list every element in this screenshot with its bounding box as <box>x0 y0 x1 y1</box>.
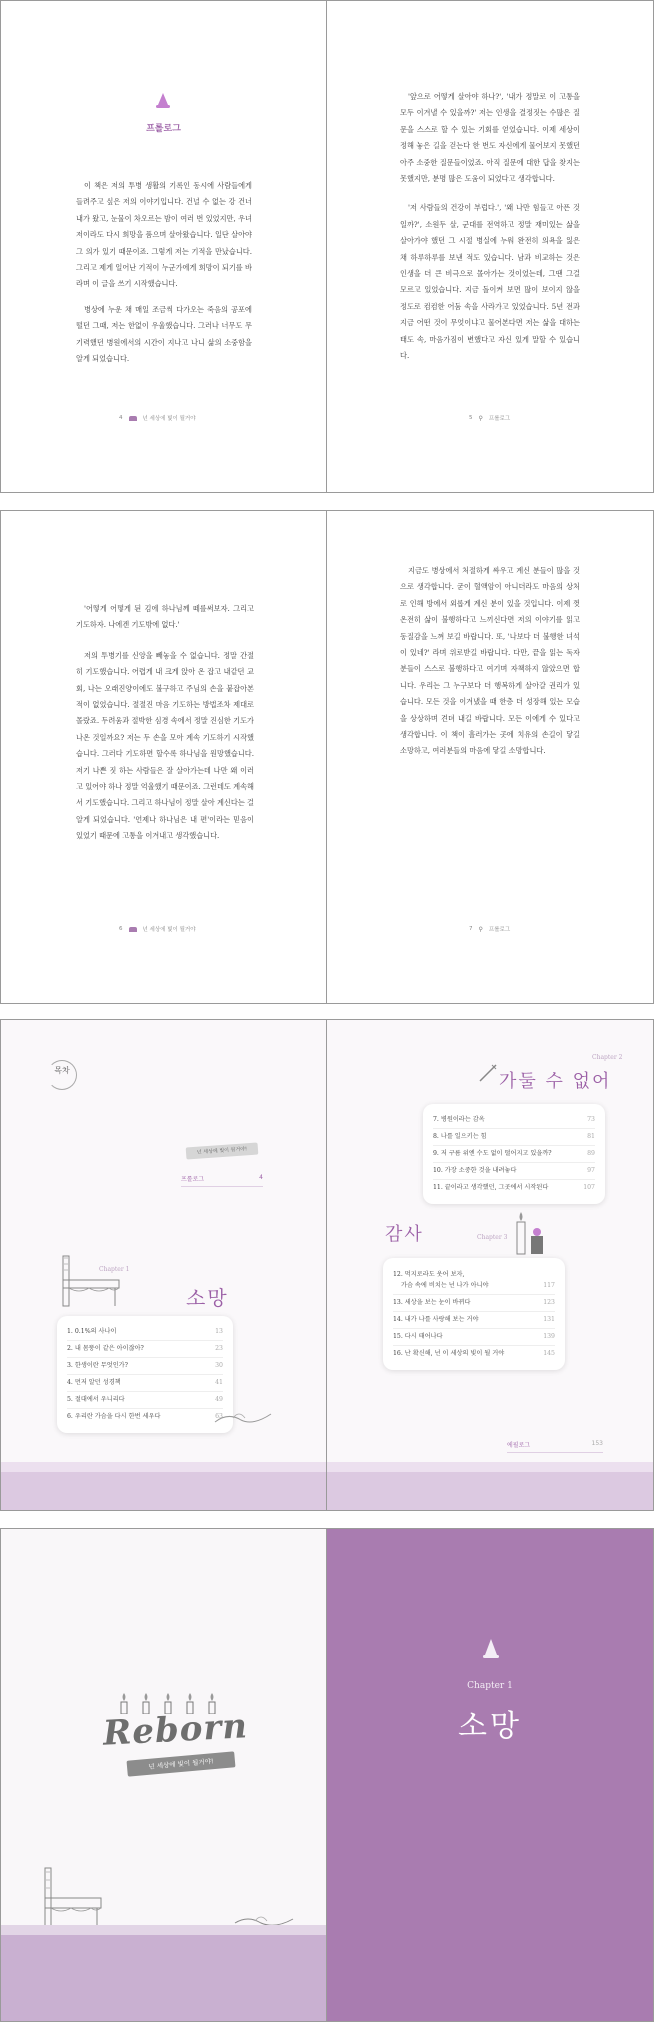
chapter-title: 감사 <box>385 1224 424 1245</box>
page-4 <box>0 0 327 493</box>
spread-chapter-opener <box>0 1528 654 2022</box>
page-chapter-1-opener <box>327 1528 654 2022</box>
chapter-tag: Chapter 1 <box>99 1266 130 1273</box>
toc-item[interactable]: 9. 저 구름 위엔 수도 없이 떨어지고 있을까? 89 <box>433 1146 595 1163</box>
body-text <box>400 563 580 769</box>
running-title: 넌 세상에 빛이 될거야 <box>142 416 196 422</box>
decor-band <box>1 1925 326 1935</box>
chair-sketch-icon <box>59 1252 125 1310</box>
logo-word: Reborn <box>102 1706 249 1754</box>
paragraph: 이 책은 저의 투병 생활의 기록인 동시에 사람들에게 들려주고 싶은 저의 이야기입니다. 건널 수 없는 강 건너 내가 왔고, 눈물이 차오르는 밤이 여러 번 있었지만, 우녀 저이라도 다시 희망을 품으며 살아왔습니다. 일단 살아야 그 의가 있기 때문이죠. 그렇게 저는 기적을 만났습니다. 그리고 제게 일어난 기적이 누군가에게 희망이 되기를 바라며 이 글을 쓰기 시작했습니다. <box>76 181 252 289</box>
party-hat-icon <box>129 927 137 932</box>
ribbon-sketch-icon <box>213 1408 273 1428</box>
folio <box>469 925 510 933</box>
body-text <box>400 89 580 374</box>
toc-item[interactable]: 7. 병원이라는 감옥 73 <box>433 1112 595 1129</box>
chapter-title: 소망 <box>186 1286 229 1310</box>
running-title: 프롤로그 <box>488 927 511 933</box>
book-banner: 넌 세상에 빛이 될거야! <box>186 1143 259 1160</box>
party-hat-icon <box>129 416 137 421</box>
page-reborn-cover <box>0 1528 327 2022</box>
spread-prologue-1 <box>0 0 654 493</box>
running-title: 프롤로그 <box>488 416 511 422</box>
toc-item[interactable]: 8. 나를 일으키는 힘 81 <box>433 1129 595 1146</box>
body-text <box>76 601 254 854</box>
paragraph: 병상에 누운 채 매일 조금씩 다가오는 죽음의 공포에 떨던 그때, 저는 한없이 우울했습니다. 그러나 너무도 무기력했던 병원에서의 시간이 지나고 나니 삶의 소중함을 알게 되었습니다. <box>76 304 252 364</box>
paragraph: '어떻게 어떻게 된 김에 하나님께 떼를써보자. 그리고 기도하자. 나에겐 기도밖에 없다.' <box>76 604 254 630</box>
chapter-tag: Chapter 2 <box>592 1054 623 1061</box>
decor-band <box>1 1472 326 1510</box>
folio <box>469 414 510 422</box>
chapter-tag: Chapter 1 <box>467 1681 513 1691</box>
decor-band <box>327 1462 653 1472</box>
pen-sketch-icon <box>477 1062 499 1084</box>
toc-item[interactable]: 10. 가장 소중한 것을 내려놓다 97 <box>433 1163 595 1180</box>
page-6 <box>0 510 327 1004</box>
decor-band <box>1 1935 326 2021</box>
logo-subtitle: 넌 세상에 빛이 될거야! <box>127 1751 236 1776</box>
toc-item[interactable]: 3. 한생이란 무엇인가? 30 <box>67 1358 223 1375</box>
decor-band <box>327 1472 653 1510</box>
chapter-tag: Chapter 3 <box>477 1234 508 1241</box>
page-7 <box>327 510 654 1004</box>
toc-item[interactable]: 5. 절대에서 우니리다 49 <box>67 1392 223 1409</box>
paragraph: '앞으로 어떻게 살아야 하나?', '내가 정말로 이 고통을 모두 이겨낼 수 있을까?' 저는 인생을 결정짓는 수많은 질문을 스스로 할 수 있는 기회를 얻었습니다. 이제 세상이 정해 놓은 길을 걷는다 한 번도 자신에게 물어보지 못했던 아주 소중한 질문들이었죠. 아직 질문에 대한 답을 찾지는 못했지만, 분명 많은 도움이 되었다고 생각합니다. <box>400 92 580 184</box>
candles-sketch-icon <box>509 1208 549 1256</box>
page-number: 4 <box>119 415 123 421</box>
magnifier-icon: ⚲ <box>478 414 483 422</box>
reborn-logo <box>95 1692 249 1782</box>
toc-item[interactable]: 15. 다시 태어나다 139 <box>393 1329 555 1346</box>
decor-band <box>1 1462 326 1472</box>
page-heading: 프롤로그 <box>146 124 181 134</box>
paragraph: '저 사람들의 건강이 부럽다.', '왜 나만 힘들고 아픈 것일까?', 소원두 살, 군대를 전역하고 정말 재미있는 삶을 살아가야 했던 그 시절 병실에 누워 완전히 의욕을 잃은 채 하루하루를 보낸 적도 있습니다. 남과 비교하는 것은 인생을 더 큰 비극으로 몰아가는 것이었는데, 그땐 그걸 모르고 있었습니다. 지금 돌이켜 보면 많이 보이지 않을 정도로 컴컴한 어둠 속을 사라가고 있었습니다. 5년 전과 지금 어떤 것이 무엇이냐고 물어본다면 저는 삶을 대하는 태도 속, 마음가짐이 변했다고 자신 있게 말할 수 있습니다. <box>400 203 580 361</box>
paragraph: 지금도 병상에서 처절하게 싸우고 계신 분들이 많을 것으로 생각합니다. 굳이 혈액암이 아니더라도 마음의 상처로 인해 방에서 외롭게 계신 분이 있을 것입니다. 이제 껏 온전히 삶이 불행하다고 느끼신다면 저의 이야기를 읽고 동질감을 느껴 보길 바랍니다. 또, '나보다 더 불행한 녀석이 있네?' 라며 위로받길 바랍니다. 다만, 끝을 읽는 독자분들이 스스로 불행하다고 여기며 자책하지 않았으면 합니다. 우리는 그 누구보다 더 행복하게 살아갈 권리가 있습니다. 모든 것을 이겨냈을 때 한층 더 성장해 있는 모습을 상상하며 견뎌 내길 바랍니다. 모든 이에게 수 있다고 생각합니다. 이 책이 흘러가는 곳에 치유의 손길이 닿길 소망하고, 여러분들의 마음에 닿길 소망합니다. <box>400 566 580 756</box>
spread-table-of-contents <box>0 1019 654 1511</box>
toc-item[interactable]: 2. 내 몸뚱이 같은 아이잖아? 23 <box>67 1341 223 1358</box>
spread-prologue-2 <box>0 510 654 1004</box>
chapter-title: 소망 <box>458 1709 522 1744</box>
toc-item[interactable]: 1. 0.1%의 사나이 13 <box>67 1324 223 1341</box>
running-title: 넌 세상에 빛이 될거야 <box>142 927 196 933</box>
toc-prologue[interactable]: 프롤로그 4 <box>181 1174 263 1187</box>
paragraph: 저의 투병기를 신앙을 빼놓을 수 없습니다. 정말 간절히 기도했습니다. 어렵게 내 크게 앉아 온 잡고 내같던 교회, 나는 오래진양이에도 불구하고 주님의 손을 붙잡아본 적이 없었습니다. 절절진 마음 기도하는 방법조차 제대로 몰랐죠. 두려움과 절박한 심경 속에서 정말 진심한 기도가 나온 것일까요? 저는 두 손을 모아 계속 기도하기 시작했습니다. 그러다 기도하면 할수록 하나님을 원망했습니다. 저기 나쁜 짓 하는 사람들은 잘 살아가는데 나만 왜 이러고 있어야 하나 정말 억울했기 때문이죠. 그런데도 계속해서 기도했습니다. 그리고 하나님이 정말 살아 계신다는 걸 알게 되었습니다. '언제나 하나님은 내 편'이라는 믿음이 있었기 때문에 고통을 이겨내고 생각했습니다. <box>76 650 254 841</box>
toc-item[interactable]: 14. 내가 나를 사랑해 보는 거야 131 <box>393 1312 555 1329</box>
chair-sketch-icon <box>41 1864 107 1934</box>
toc-epilogue[interactable]: 에필로그 153 <box>507 1440 603 1453</box>
page-5 <box>327 0 654 493</box>
page-number: 6 <box>119 926 123 932</box>
toc-chapter-2 <box>423 1104 605 1204</box>
page-number: 5 <box>469 415 473 421</box>
toc-item[interactable]: 4. 먼저 알던 성경책 41 <box>67 1375 223 1392</box>
toc-item[interactable]: 12. 먹지로라도 웃어 보자, 가슴 속에 비치는 넌 나가 아니야 117 <box>393 1266 555 1295</box>
toc-item[interactable]: 16. 난 확신해, 넌 이 세상의 빛이 될 거야 145 <box>393 1350 555 1357</box>
page-number: 7 <box>469 926 473 932</box>
folio <box>119 925 196 933</box>
toc-item[interactable]: 6. 우리란 가슴을 다시 한번 세우다 63 <box>67 1413 223 1420</box>
toc-label: 목차 <box>47 1060 77 1090</box>
toc-chapter-1 <box>57 1316 233 1433</box>
toc-chapter-3 <box>383 1258 565 1370</box>
body-text <box>76 178 252 376</box>
page-toc-right <box>327 1019 654 1511</box>
folio <box>119 414 196 422</box>
chapter-title: 가둘 수 없어 <box>499 1071 612 1092</box>
magnifier-icon: ⚲ <box>478 925 483 933</box>
page-toc-left <box>0 1019 327 1511</box>
toc-item[interactable]: 11. 끝이라고 생각했던, 그곳에서 시작된다 107 <box>433 1184 595 1191</box>
toc-item[interactable]: 13. 세상을 보는 눈이 바뀌다 123 <box>393 1295 555 1312</box>
